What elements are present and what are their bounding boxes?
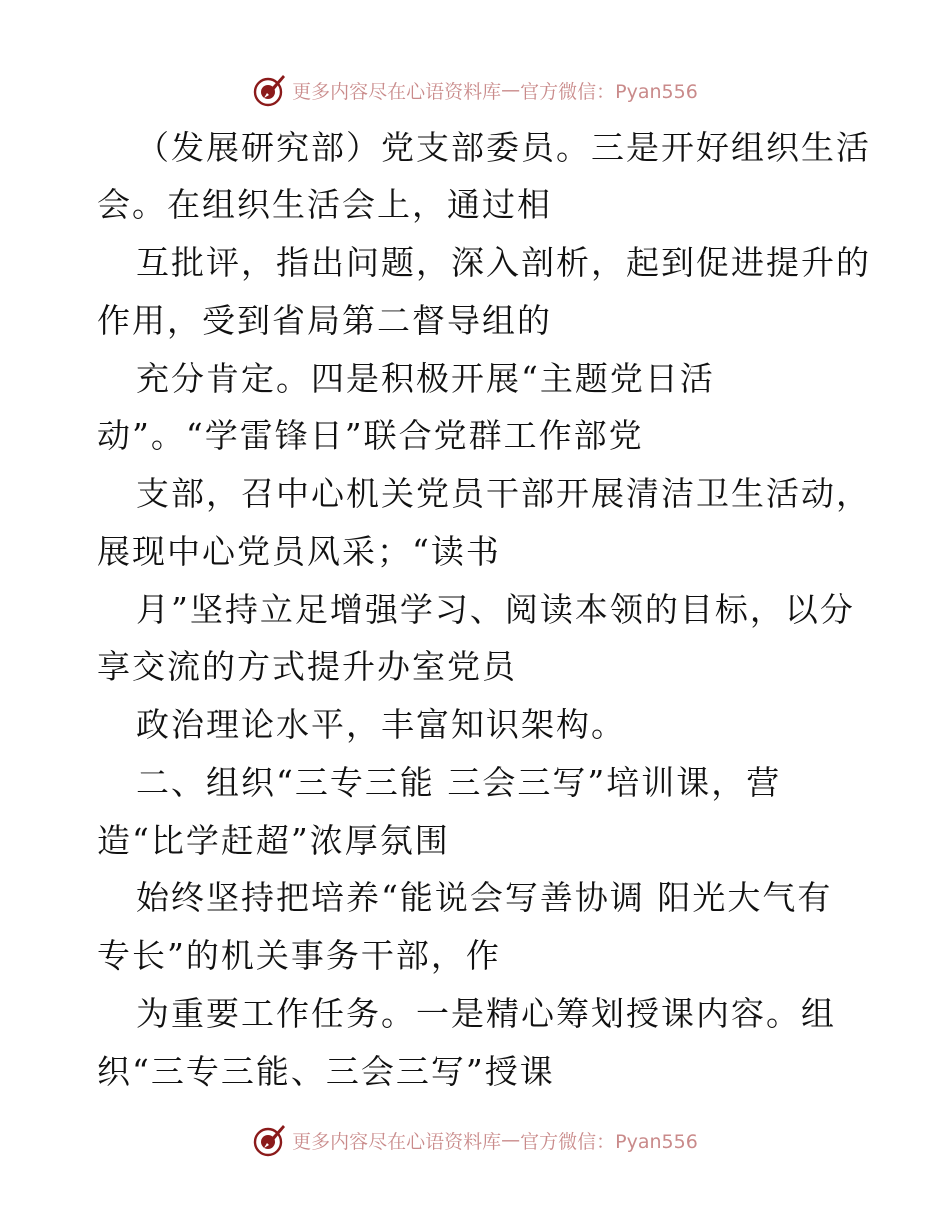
quill-logo-icon <box>252 72 288 108</box>
banner-wechat-text: 官方微信：Pyan556 <box>520 80 698 103</box>
banner-brand-text: 更多内容尽在心语资料库 <box>292 1130 502 1153</box>
header-watermark-banner <box>0 70 950 110</box>
text-line: 月”坚持立足增强学习、阅读本领的目标，以分 <box>136 590 855 629</box>
text-line: 支部，召中心机关党员干部开展清洁卫生活动， <box>136 474 871 513</box>
text-line: 为重要工作任务。一是精心筹划授课内容。组 <box>136 994 836 1033</box>
banner-separator: — <box>501 1129 521 1151</box>
text-line: 充分肯定。四是积极开展“主题党日活 <box>136 359 715 398</box>
text-line: 作用，受到省局第二督导组的 <box>97 301 552 340</box>
text-line: 专长”的机关事务干部，作 <box>97 936 501 975</box>
text-line: 会。在组织生活会上，通过相 <box>97 185 552 224</box>
text-line: 政治理论水平，丰富知识架构。 <box>136 705 626 744</box>
banner-brand-text: 更多内容尽在心语资料库 <box>292 80 502 103</box>
banner-wechat-text: 官方微信：Pyan556 <box>520 1130 698 1153</box>
text-line: 织“三专三能、三会三写”授课 <box>97 1052 555 1091</box>
quill-logo-icon <box>252 1122 288 1158</box>
text-line: 动”。“学雷锋日”联合党群工作部党 <box>97 416 644 455</box>
text-line: 展现中心党员风采；“读书 <box>97 532 501 571</box>
text-line: （发展研究部）党支部委员。三是开好组织生活 <box>136 128 871 167</box>
footer-watermark-banner <box>0 1120 950 1160</box>
text-line: 互批评，指出问题，深入剖析，起到促进提升的 <box>136 243 871 282</box>
text-line: 始终坚持把培养“能说会写善协调 阳光大气有 <box>136 878 833 917</box>
banner-separator: — <box>501 79 521 101</box>
section-heading-line: 造“比学赶超”浓厚氛围 <box>97 821 450 860</box>
text-line: 享交流的方式提升办室党员 <box>97 647 517 686</box>
section-heading-line: 二、组织“三专三能 三会三写”培训课，营 <box>136 763 782 802</box>
